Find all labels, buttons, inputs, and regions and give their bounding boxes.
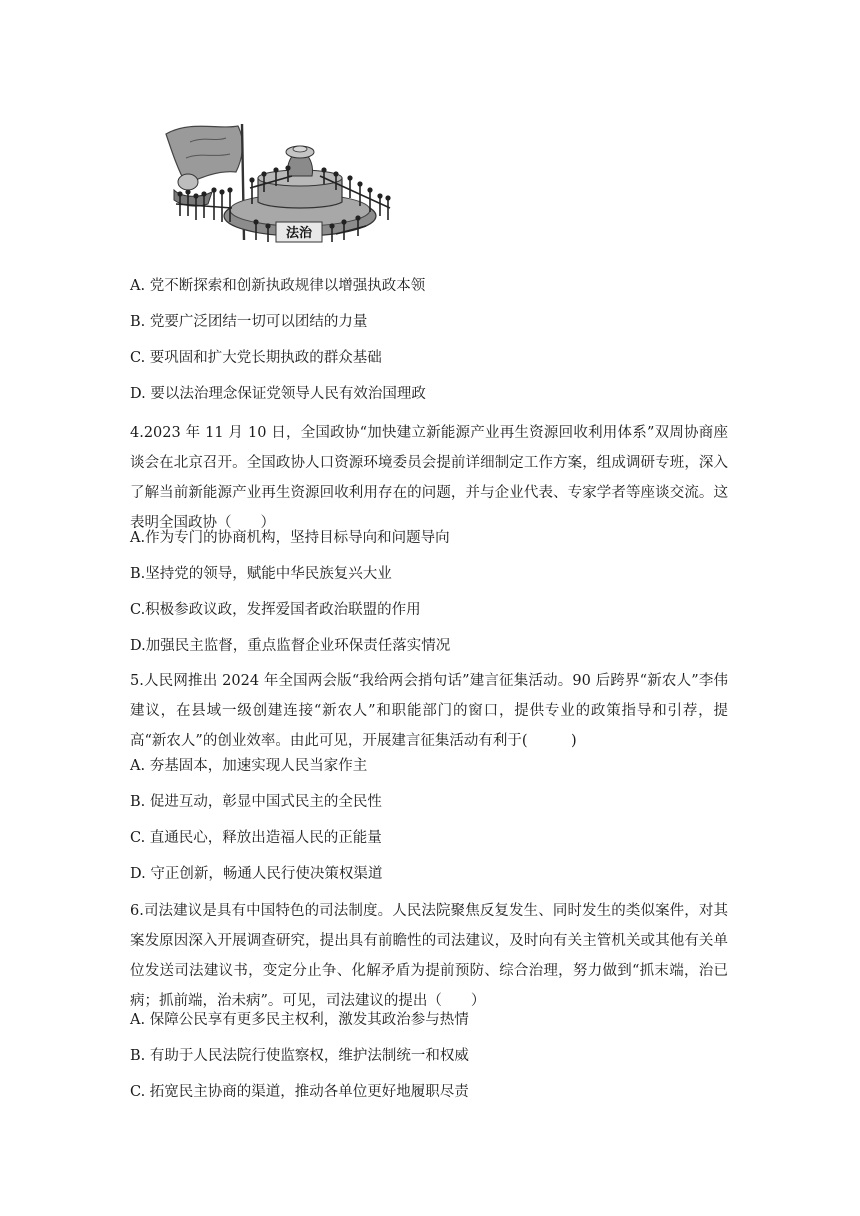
q5-option-c: C. 直通民心，释放出造福人民的正能量 — [130, 830, 382, 846]
rule-of-law-cartoon — [160, 112, 400, 244]
q3-option-a: A. 党不断探索和创新执政规律以增强执政本领 — [130, 278, 426, 294]
q3-option-b: B. 党要广泛团结一切可以团结的力量 — [130, 314, 368, 330]
q6-stem: 6.司法建议是具有中国特色的司法制度。人民法院聚焦反复发生、同时发生的类似案件，对其案发原因深入开展调查研究，提出具有前瞻性的司法建议，及时向有关主管机关或其他有关单位发送司法建议书，变定分止争、化解矛盾为提前预防、综合治理，努力做到“抓末端，治已病；抓前端，治未病”。可见，司法建议的提出（ ） — [130, 903, 728, 1009]
q6-option-a: A. 保障公民享有更多民主权利，激发其政治参与热情 — [130, 1012, 469, 1028]
q4-option-d: D.加强民主监督，重点监督企业环保责任落实情况 — [130, 638, 451, 654]
q3-option-d: D. 要以法治理念保证党领导人民有效治国理政 — [130, 386, 426, 402]
q6-option-c: C. 拓宽民主协商的渠道，推动各单位更好地履职尽责 — [130, 1084, 469, 1100]
q6-option-b: B. 有助于人民法院行使监察权，维护法制统一和权威 — [130, 1048, 469, 1064]
q3-option-c: C. 要巩固和扩大党长期执政的群众基础 — [130, 350, 382, 366]
q4-option-b: B.坚持党的领导，赋能中华民族复兴大业 — [130, 566, 392, 582]
q4-stem: 4.2023 年 11 月 10 日，全国政协“加快建立新能源产业再生资源回收利用体系”双周协商座谈会在北京召开。全国政协人口资源环境委员会提前详细制定工作方案，组成调研专班，深入了解当前新能源产业再生资源回收利用存在的问题，并与企业代表、专家学者等座谈交流。这表明全国政协（ ） — [130, 425, 728, 531]
q5-option-b: B. 促进互动，彰显中国式民主的全民性 — [130, 794, 382, 810]
q5-stem: 5.人民网推出 2024 年全国两会版“我给两会捎句话”建言征集活动。90 后跨界“新农人”李伟建议，在县域一级创建连接“新农人”和职能部门的窗口，提供专业的政策指导和引荐，提高“新农人”的创业效率。由此可见，开展建言征集活动有利于( ) — [130, 673, 728, 749]
q5-option-a: A. 夯基固本，加速实现人民当家作主 — [130, 758, 368, 774]
q4-option-c: C.积极参政议政，发挥爱国者政治联盟的作用 — [130, 602, 421, 618]
q4-option-a: A.作为专门的协商机构，坚持目标导向和问题导向 — [130, 530, 450, 546]
q5-option-d: D. 守正创新，畅通人民行使决策权渠道 — [130, 866, 383, 882]
cartoon-caption: 法治 — [285, 226, 313, 241]
